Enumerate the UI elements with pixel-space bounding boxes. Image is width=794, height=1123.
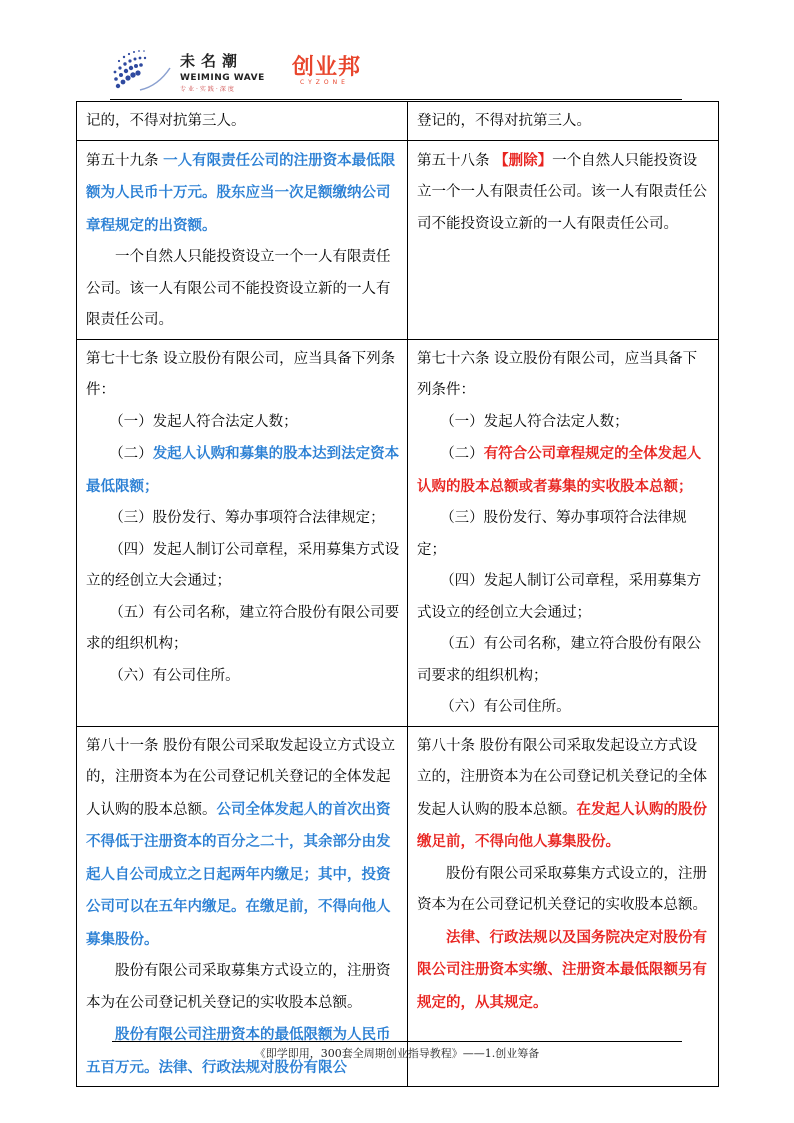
removed-text: 发起人认购和募集的股本达到法定资本最低限额； xyxy=(86,445,400,495)
amended-text: 在发起人认购的股份缴足前，不得向他人募集股份。 xyxy=(417,800,707,850)
clause-text: （二） xyxy=(440,446,484,462)
clause-paragraph xyxy=(86,535,400,598)
table-row xyxy=(77,140,719,339)
header-divider xyxy=(110,99,682,100)
clause-text: 一个自然人只能投资设立一个一人有限责任公司。该一人有限责任公司不能投资设立新的一人有限责任公司。 xyxy=(417,152,707,232)
clause-paragraph xyxy=(417,731,711,859)
clause-paragraph xyxy=(417,145,711,241)
clause-paragraph xyxy=(417,344,711,407)
clause-paragraph xyxy=(86,503,400,535)
clause-text: （一）发起人符合法定人数； xyxy=(440,413,629,430)
removed-text: 公司全体发起人的首次出资不得低于注册资本的百分之二十，其余部分由发起人自公司成立之日起两年内缴足；其中，投资公司可以在五年内缴足。在缴足前，不得向他人募集股份。 xyxy=(86,800,391,948)
clause-paragraph xyxy=(86,145,400,243)
clause-text: 股份有限公司采取募集方式设立的，注册资本为在公司登记机关登记的实收股本总额。 xyxy=(417,865,707,913)
new-clause-cell xyxy=(408,102,719,141)
clause-paragraph xyxy=(86,106,400,138)
clause-text: （四）发起人制订公司章程，采用募集方式设立的经创立大会通过； xyxy=(86,541,400,589)
new-clause-cell xyxy=(408,726,719,1087)
clause-paragraph xyxy=(86,661,400,693)
new-clause-cell xyxy=(408,140,719,339)
old-clause-cell xyxy=(77,726,408,1087)
clause-paragraph xyxy=(86,731,400,957)
clause-text: （三）股份发行、筹办事项符合法律规定； xyxy=(109,510,385,526)
clause-text: 登记的，不得对抗第三人。 xyxy=(417,113,591,129)
clause-text: 第七十六条 设立股份有限公司，应当具备下列条件： xyxy=(417,350,698,398)
clause-text: 第五十九条 xyxy=(86,152,164,169)
clause-text: （六）有公司住所。 xyxy=(109,667,240,684)
clause-paragraph xyxy=(86,242,400,337)
page-footer: 《即学即用，300套全周期创业指导教程》——1.创业筹备 xyxy=(254,1047,540,1060)
clause-paragraph xyxy=(86,344,400,407)
clause-text: 记的，不得对抗第三人。 xyxy=(86,113,246,129)
clause-paragraph xyxy=(417,106,711,138)
weiming-wave-logo xyxy=(180,50,265,93)
clause-text: 股份有限公司采取募集方式设立的，注册资本为在公司登记机关登记的实收股本总额。 xyxy=(86,963,391,1011)
page-header xyxy=(110,42,682,100)
clause-text: （二） xyxy=(109,446,153,462)
clause-paragraph xyxy=(417,407,711,439)
brand2-cn: 创业邦 xyxy=(292,55,362,80)
footer-divider xyxy=(112,1041,682,1042)
brand1-en: WEIMING WAVE xyxy=(180,73,265,83)
clause-paragraph xyxy=(86,598,400,661)
clause-text: （五）有公司名称，建立符合股份有限公司要求的组织机构； xyxy=(86,604,400,652)
new-clause-cell xyxy=(408,339,719,726)
clause-paragraph xyxy=(417,629,711,692)
clause-text: 第八十条 股份有限公司采取发起设立方式设立的，注册资本为在公司登记机关登记的全体发起人认购的股本总额。 xyxy=(417,737,707,818)
clause-text: （三）股份发行、筹办事项符合法律规定； xyxy=(417,510,687,558)
clause-paragraph xyxy=(86,407,400,439)
brand2-en: CYZONE xyxy=(300,79,349,86)
removed-text: 股份有限公司注册资本的最低限额为人民币五百万元。法律、行政法规对股份有限公 xyxy=(86,1026,391,1076)
clause-text: 第八十一条 股份有限公司采取发起设立方式设立的，注册资本为在公司登记机关登记的全体发起人认购的股本总额。 xyxy=(86,737,396,818)
clause-paragraph xyxy=(86,956,400,1019)
table-row xyxy=(77,102,719,141)
clause-text: 第五十八条 xyxy=(417,152,495,169)
amended-text: 有符合公司章程规定的全体发起人认购的股本总额或者募集的实收股本总额； xyxy=(417,445,702,495)
clause-paragraph xyxy=(86,438,400,503)
removed-text: 一人有限责任公司的注册资本最低限额为人民币十万元。股东应当一次足额缴纳公司章程规定的出资额。 xyxy=(86,151,396,234)
clause-text: 一个自然人只能投资设立一个一人有限责任公司。该一人有限公司不能投资设立新的一人有限责任公司。 xyxy=(86,249,391,328)
clause-text: 第七十七条 设立股份有限公司，应当具备下列条件： xyxy=(86,350,396,398)
clause-text: （四）发起人制订公司章程，采用募集方式设立的经创立大会通过； xyxy=(417,573,702,621)
old-clause-cell xyxy=(77,102,408,141)
clause-text: （一）发起人符合法定人数； xyxy=(109,413,298,430)
table-row xyxy=(77,726,719,1087)
clause-paragraph xyxy=(417,922,711,1020)
clause-text: （六）有公司住所。 xyxy=(440,699,571,715)
wave-logo-icon xyxy=(110,46,174,94)
clause-paragraph xyxy=(417,566,711,629)
old-clause-cell xyxy=(77,339,408,726)
cyzone-logo xyxy=(292,50,361,86)
clause-paragraph xyxy=(417,503,711,566)
clause-text: （五）有公司名称，建立符合股份有限公司要求的组织机构； xyxy=(417,636,702,684)
clause-paragraph xyxy=(417,692,711,724)
amended-text: 法律、行政法规以及国务院决定对股份有限公司注册资本实缴、注册资本最低限额另有规定的，从其规定。 xyxy=(417,928,707,1011)
brand1-cn: 未名潮 xyxy=(180,52,244,70)
clause-paragraph xyxy=(417,859,711,922)
table-row xyxy=(77,339,719,726)
comparison-table xyxy=(76,101,719,1087)
brand1-slogan: 专业·实践·深度 xyxy=(180,86,236,93)
amended-text: 【删除】 xyxy=(494,151,553,169)
clause-paragraph xyxy=(417,438,711,503)
old-clause-cell xyxy=(77,140,408,339)
